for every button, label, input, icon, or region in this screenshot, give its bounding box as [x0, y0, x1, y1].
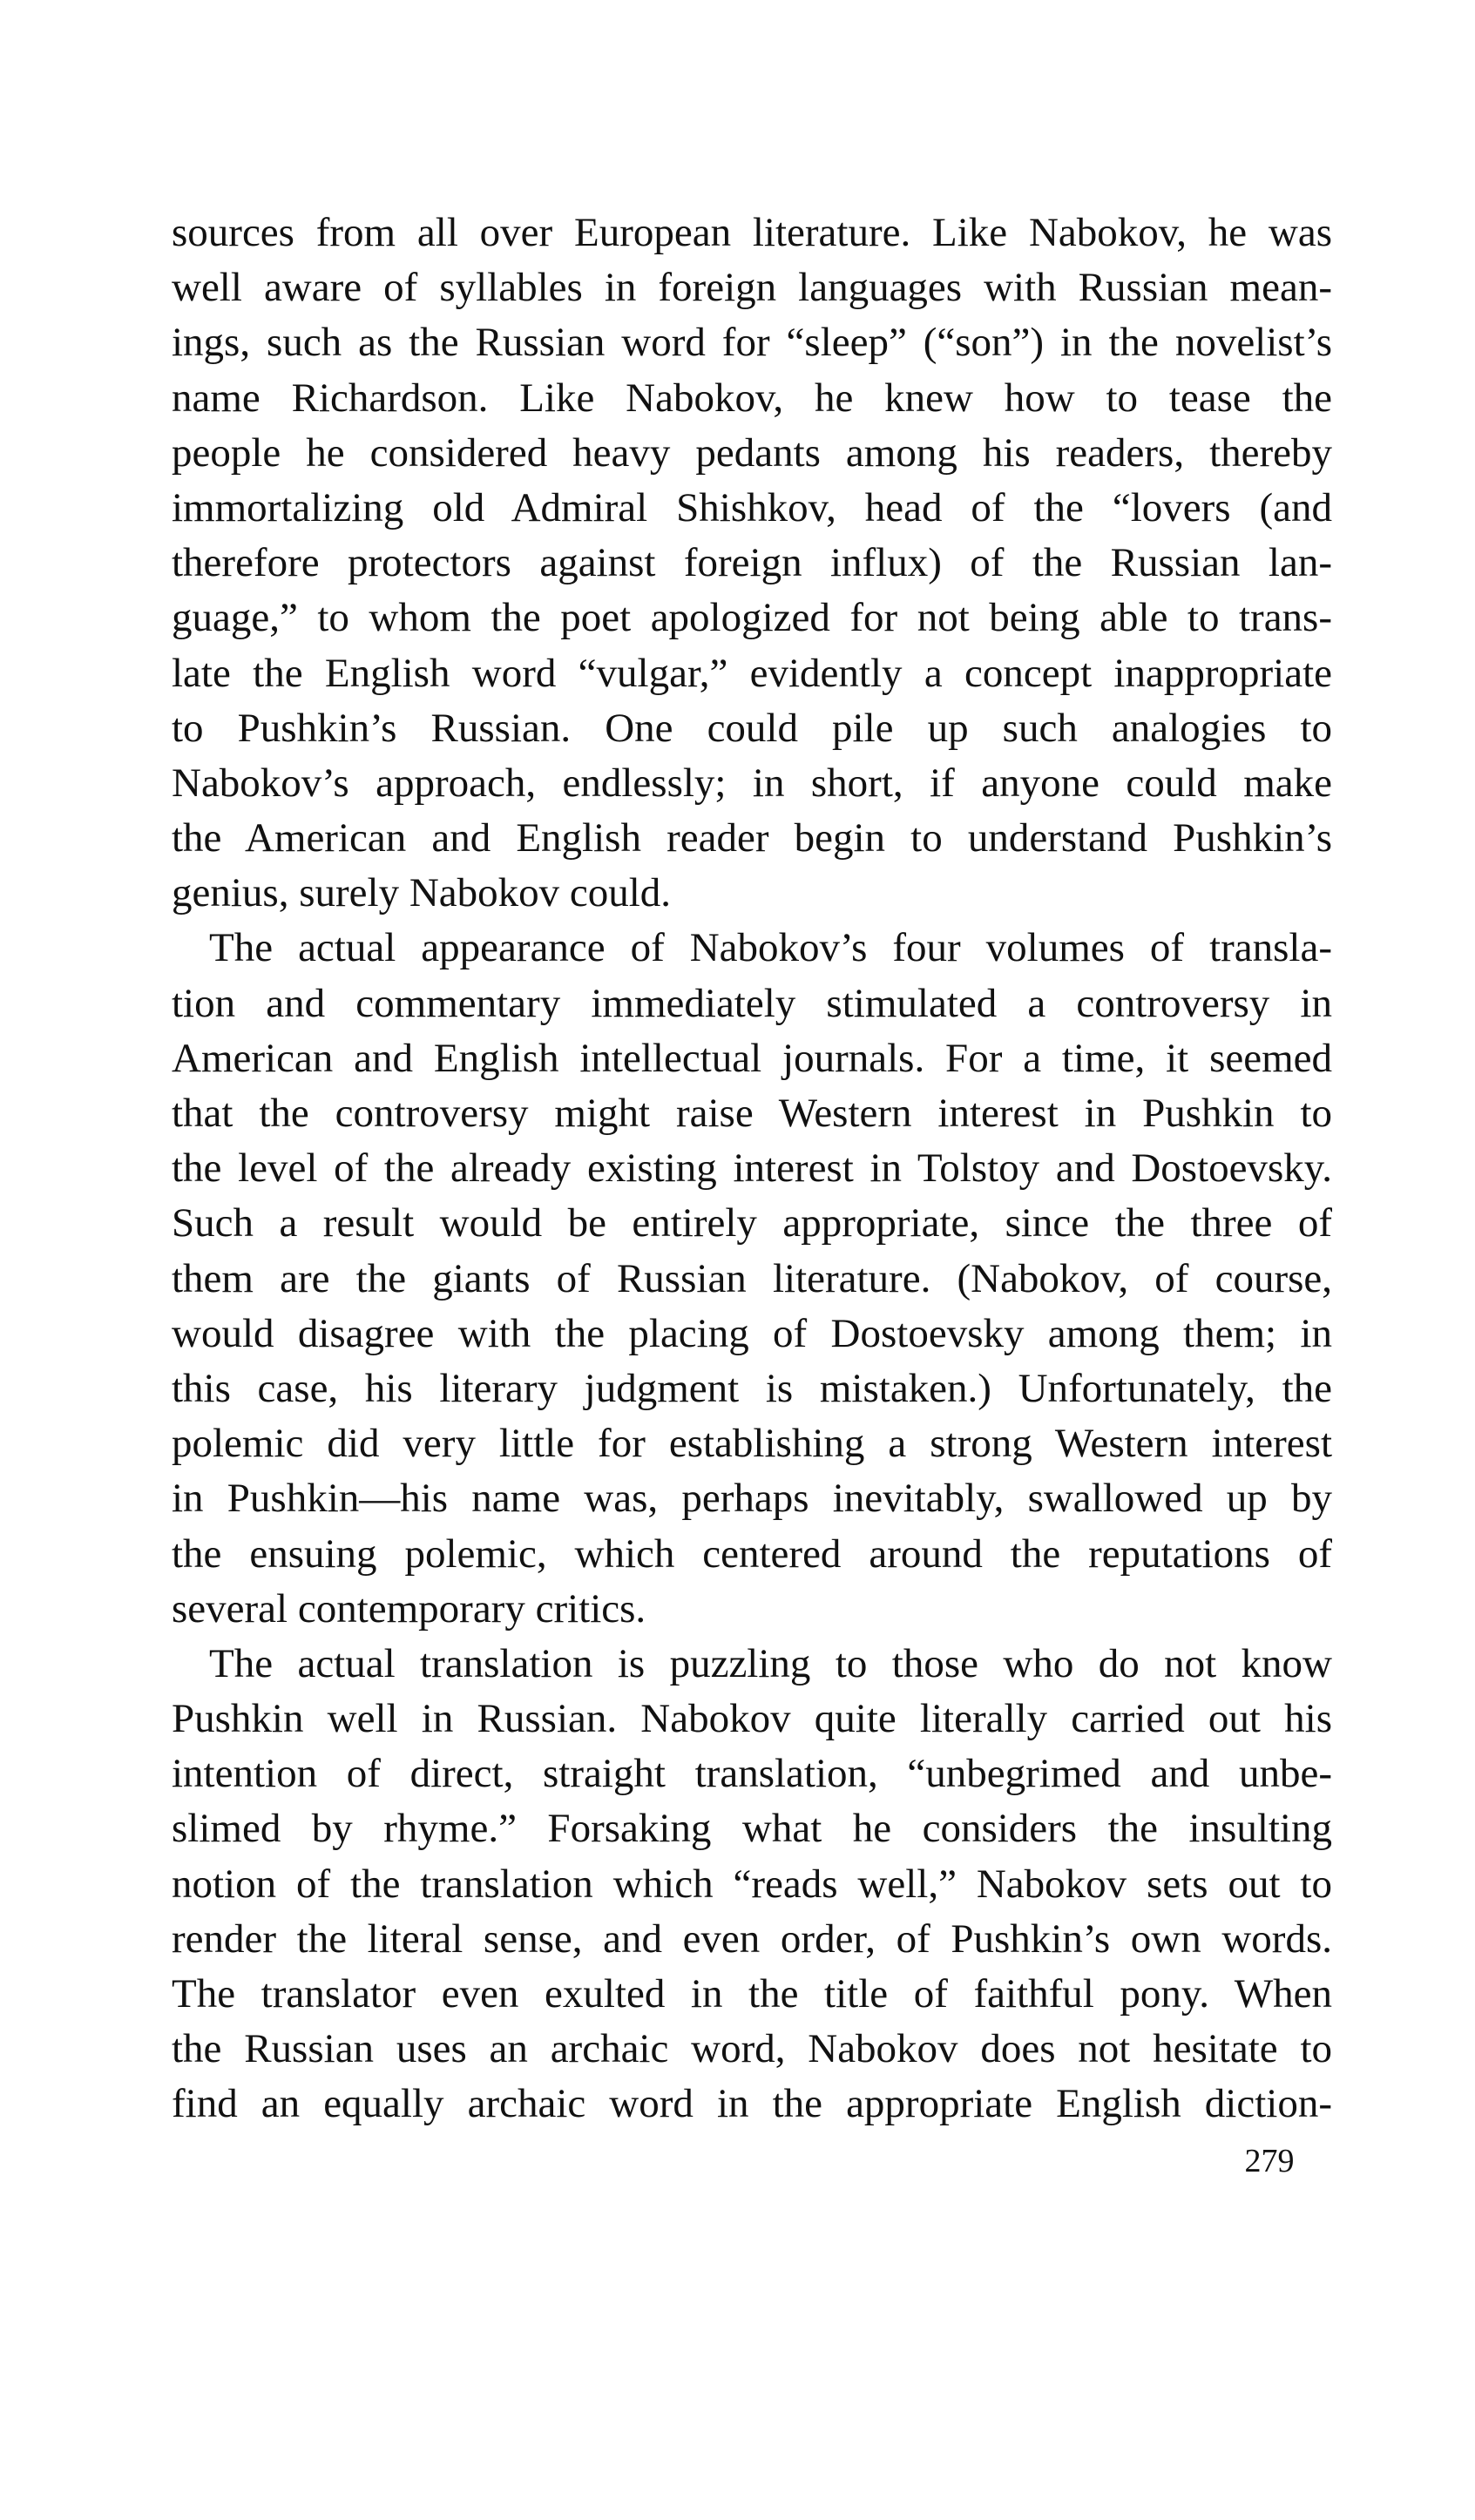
text-line: render the literal sense, and even order, of Pushkin’s own words. — [172, 1915, 1332, 1962]
text-line: the Russian uses an archaic word, Nabokov does not hesitate to — [172, 2026, 1332, 2072]
text-line: find an equally archaic word in the appropriate English diction- — [172, 2081, 1332, 2127]
text-line: people he considered heavy pedants among his readers, thereby — [172, 429, 1332, 476]
text-line: well aware of syllables in foreign languages with Russian mean- — [172, 265, 1332, 311]
text-line: ings, such as the Russian word for “sleep” (“son”) in the novelist’s — [172, 320, 1332, 366]
text-line: Nabokov’s approach, endlessly; in short, if anyone could make — [172, 760, 1332, 806]
text-line: this case, his literary judgment is mistaken.) Unfortunately, the — [172, 1365, 1332, 1411]
text-line: Pushkin well in Russian. Nabokov quite literally carried out his — [172, 1696, 1332, 1742]
text-line: intention of direct, straight translation, “unbegrimed and unbe- — [172, 1751, 1332, 1797]
text-line: guage,” to whom the poet apologized for not being able to trans- — [172, 595, 1332, 641]
text-line: sources from all over European literature. Like Nabokov, he was — [172, 210, 1332, 255]
text-line: The translator even exulted in the title of faithful pony. When — [172, 1971, 1332, 2017]
text-line: Such a result would be entirely appropriate, since the three of — [172, 1200, 1332, 1246]
text-line: American and English intellectual journals. For a time, it seemed — [172, 1035, 1332, 1081]
text-line: notion of the translation which “reads well,” Nabokov sets out to — [172, 1861, 1332, 1907]
text-line: The actual translation is puzzling to those who do not know — [209, 1640, 1332, 1686]
text-line: late the English word “vulgar,” evidently a concept inappropriate — [172, 650, 1332, 696]
text-line: The actual appearance of Nabokov’s four volumes of transla- — [209, 925, 1332, 971]
text-line: that the controversy might raise Western interest in Pushkin to — [172, 1091, 1332, 1136]
text-line: would disagree with the placing of Dostoevsky among them; in — [172, 1310, 1332, 1356]
body-text — [172, 206, 1332, 2132]
text-line: genius, surely Nabokov could. — [172, 870, 672, 916]
text-line: therefore protectors against foreign influx) of the Russian lan- — [172, 540, 1332, 586]
text-line: tion and commentary immediately stimulated a controversy in — [172, 980, 1332, 1026]
text-line: in Pushkin—his name was, perhaps inevitably, swallowed up by — [172, 1476, 1332, 1522]
text-line: polemic did very little for establishing a strong Western interest — [172, 1421, 1332, 1467]
page-number: 279 — [1244, 2143, 1295, 2179]
text-line: to Pushkin’s Russian. One could pile up such analogies to — [172, 705, 1332, 751]
text-line: slimed by rhyme.” Forsaking what he considers the insulting — [172, 1806, 1332, 1852]
text-line: the American and English reader begin to understand Pushkin’s — [172, 815, 1332, 861]
text-line: several contemporary critics. — [172, 1585, 646, 1632]
text-line: them are the giants of Russian literature. (Nabokov, of course, — [172, 1255, 1332, 1301]
text-line: immortalizing old Admiral Shishkov, head of the “lovers (and — [172, 484, 1332, 530]
text-line: name Richardson. Like Nabokov, he knew how to tease the — [172, 375, 1332, 421]
text-line: the ensuing polemic, which centered around the reputations of — [172, 1530, 1332, 1577]
text-line: the level of the already existing interest in Tolstoy and Dostoevsky. — [172, 1145, 1332, 1192]
